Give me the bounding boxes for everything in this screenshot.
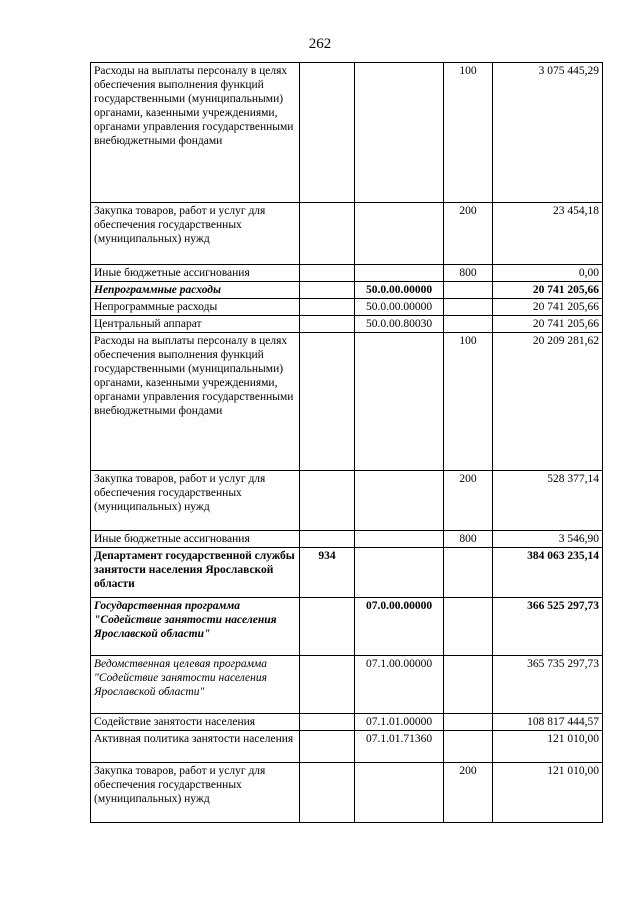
table-row (91, 598, 603, 656)
row-csr-cell: 50.0.00.00000 (355, 282, 444, 299)
row-sum-cell: 3 546,90 (493, 531, 603, 548)
row-dept-cell (300, 598, 355, 656)
row-sum-cell: 108 817 444,57 (493, 714, 603, 731)
row-vr-cell (444, 714, 493, 731)
table-row (91, 731, 603, 763)
row-csr-cell (355, 265, 444, 282)
row-csr-cell: 07.1.01.71360 (355, 731, 444, 763)
table-row (91, 763, 603, 823)
row-name-cell: Активная политика занятости населения (91, 731, 300, 763)
row-csr-cell: 07.0.00.00000 (355, 598, 444, 656)
row-csr-cell (355, 471, 444, 531)
row-csr-cell (355, 763, 444, 823)
row-vr-cell: 800 (444, 265, 493, 282)
table-row (91, 316, 603, 333)
row-vr-cell (444, 731, 493, 763)
row-csr-cell (355, 203, 444, 265)
table-row (91, 63, 603, 203)
budget-table-body (91, 63, 603, 823)
row-vr-cell: 100 (444, 333, 493, 471)
row-dept-cell (300, 282, 355, 299)
row-vr-cell (444, 316, 493, 333)
row-csr-cell (355, 63, 444, 203)
row-dept-cell (300, 316, 355, 333)
row-csr-cell: 07.1.00.00000 (355, 656, 444, 714)
row-vr-cell (444, 656, 493, 714)
row-name-cell: Закупка товаров, работ и услуг для обеспечения государственных (муниципальных) нужд (91, 203, 300, 265)
row-sum-cell: 20 741 205,66 (493, 282, 603, 299)
row-name-cell: Закупка товаров, работ и услуг для обеспечения государственных (муниципальных) нужд (91, 471, 300, 531)
row-dept-cell (300, 333, 355, 471)
row-vr-cell: 800 (444, 531, 493, 548)
row-vr-cell (444, 548, 493, 598)
table-row (91, 299, 603, 316)
row-dept-cell (300, 763, 355, 823)
table-row (91, 531, 603, 548)
row-dept-cell (300, 203, 355, 265)
row-dept-cell (300, 299, 355, 316)
table-row (91, 548, 603, 598)
table-row (91, 265, 603, 282)
row-sum-cell: 365 735 297,73 (493, 656, 603, 714)
row-sum-cell: 121 010,00 (493, 731, 603, 763)
row-csr-cell (355, 531, 444, 548)
row-name-cell: Департамент государственной службы занятости населения Ярославской области (91, 548, 300, 598)
row-csr-cell: 50.0.00.80030 (355, 316, 444, 333)
row-dept-cell (300, 265, 355, 282)
row-sum-cell: 20 741 205,66 (493, 299, 603, 316)
row-sum-cell: 20 209 281,62 (493, 333, 603, 471)
row-name-cell: Иные бюджетные ассигнования (91, 531, 300, 548)
row-sum-cell: 121 010,00 (493, 763, 603, 823)
row-csr-cell: 50.0.00.00000 (355, 299, 444, 316)
row-vr-cell: 200 (444, 471, 493, 531)
table-row (91, 714, 603, 731)
row-name-cell: Содействие занятости населения (91, 714, 300, 731)
row-name-cell: Ведомственная целевая программа "Содействие занятости населения Ярославской области" (91, 656, 300, 714)
row-name-cell: Закупка товаров, работ и услуг для обеспечения государственных (муниципальных) нужд (91, 763, 300, 823)
row-vr-cell: 100 (444, 63, 493, 203)
row-csr-cell (355, 548, 444, 598)
row-csr-cell: 07.1.01.00000 (355, 714, 444, 731)
row-sum-cell: 3 075 445,29 (493, 63, 603, 203)
row-sum-cell: 528 377,14 (493, 471, 603, 531)
row-sum-cell: 0,00 (493, 265, 603, 282)
row-vr-cell (444, 598, 493, 656)
table-row (91, 203, 603, 265)
row-csr-cell (355, 333, 444, 471)
table-row (91, 333, 603, 471)
row-sum-cell: 384 063 235,14 (493, 548, 603, 598)
row-dept-cell: 934 (300, 548, 355, 598)
table-row (91, 471, 603, 531)
table-row (91, 656, 603, 714)
row-dept-cell (300, 714, 355, 731)
row-vr-cell: 200 (444, 203, 493, 265)
row-name-cell: Расходы на выплаты персоналу в целях обеспечения выполнения функций государственными (муниципальными) органами, казенными учреждениями, органами управления государственными внебюджетными фондами (91, 333, 300, 471)
row-sum-cell: 23 454,18 (493, 203, 603, 265)
page-number: 262 (308, 36, 332, 52)
table-row (91, 282, 603, 299)
row-sum-cell: 20 741 205,66 (493, 316, 603, 333)
row-name-cell: Центральный аппарат (91, 316, 300, 333)
row-dept-cell (300, 656, 355, 714)
row-name-cell: Государственная программа "Содействие занятости населения Ярославской области" (91, 598, 300, 656)
row-name-cell: Непрограммные расходы (91, 282, 300, 299)
budget-table (90, 62, 603, 823)
row-dept-cell (300, 731, 355, 763)
row-vr-cell (444, 282, 493, 299)
row-sum-cell: 366 525 297,73 (493, 598, 603, 656)
row-name-cell: Непрограммные расходы (91, 299, 300, 316)
row-vr-cell (444, 299, 493, 316)
row-dept-cell (300, 63, 355, 203)
row-dept-cell (300, 531, 355, 548)
row-dept-cell (300, 471, 355, 531)
row-vr-cell: 200 (444, 763, 493, 823)
row-name-cell: Расходы на выплаты персоналу в целях обеспечения выполнения функций государственными (муниципальными) органами, казенными учреждениями, органами управления государственными внебюджетными фондами (91, 63, 300, 203)
row-name-cell: Иные бюджетные ассигнования (91, 265, 300, 282)
